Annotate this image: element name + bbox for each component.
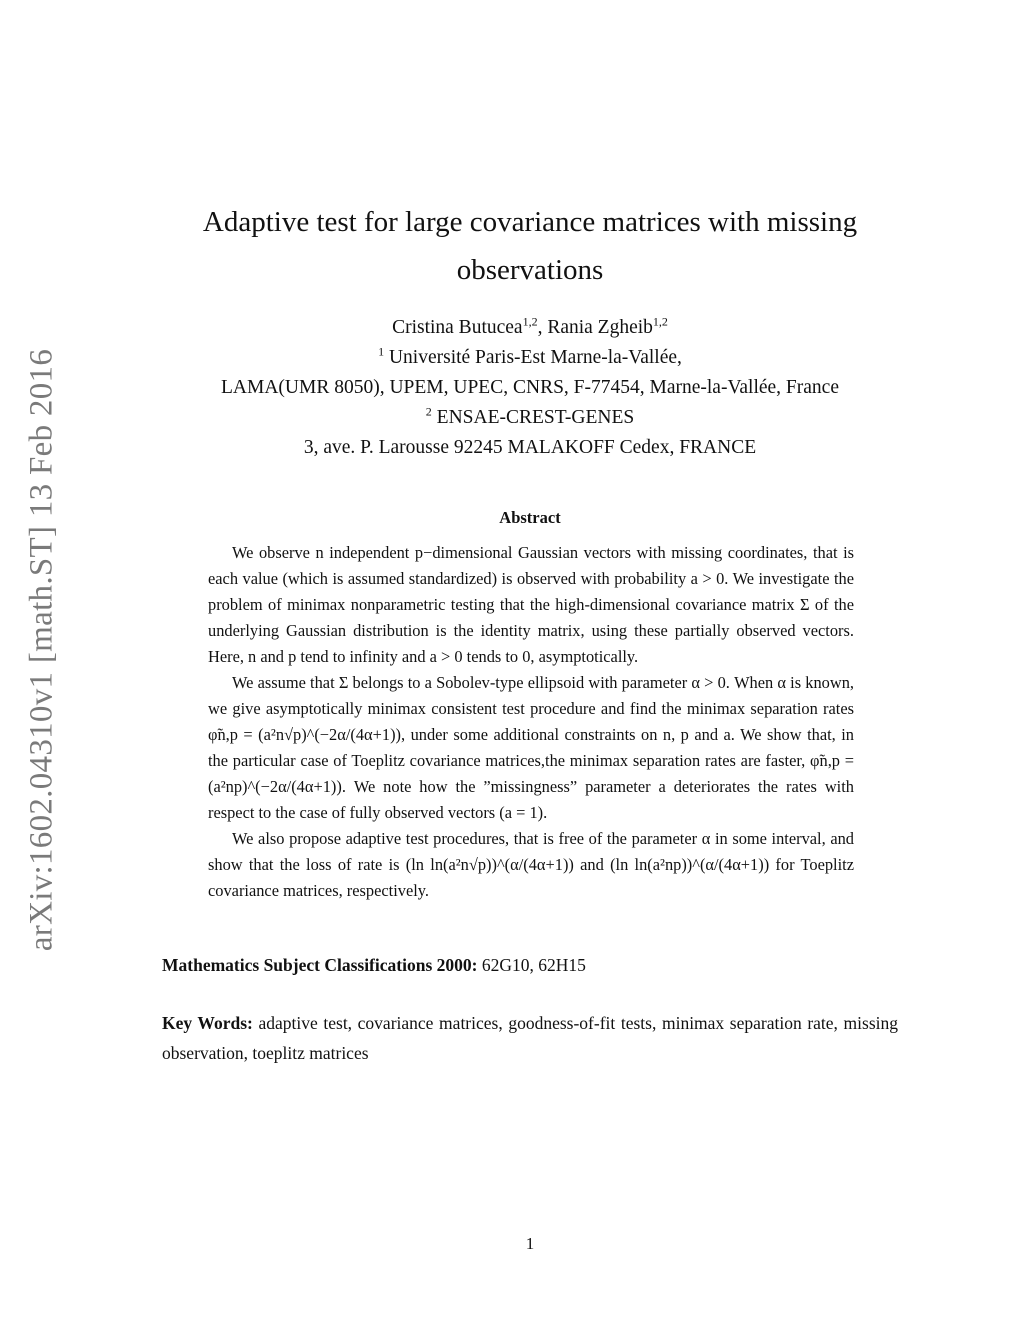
author-block bbox=[160, 313, 900, 463]
author-line bbox=[160, 313, 900, 343]
abstract-paragraph: We observe n independent p−dimensional Gaussian vectors with missing coordinates, that is each value (which is assumed standardized) is observed with probability a > 0. We investigate the problem of minimax nonparametric testing that the high-dimensional covariance matrix Σ of the underlying Gaussian distribution is the identity matrix, using these partially observed vectors. Here, n and p tend to infinity and a > 0 tends to 0, asymptotically. bbox=[208, 543, 854, 666]
author-affiliation-mark: 1,2 bbox=[522, 314, 538, 329]
paper-title: Adaptive test for large covariance matrices with missing observations bbox=[202, 206, 858, 286]
author-name: Rania Zgheib bbox=[547, 317, 653, 338]
page-number: 1 bbox=[525, 1234, 535, 1253]
affiliation-line: LAMA(UMR 8050), UPEM, UPEC, CNRS, F-77454, Marne-la-Vallée, France bbox=[221, 377, 839, 398]
author-affiliation-mark: 1,2 bbox=[652, 314, 668, 329]
keywords-value: adaptive test, covariance matrices, goodness-of-fit tests, minimax separation rate, missing observation, toeplitz matrices bbox=[162, 1013, 898, 1063]
affiliation-text: Université Paris-Est Marne-la-Vallée, bbox=[388, 347, 682, 368]
author-name: Cristina Butucea bbox=[392, 317, 523, 338]
msc-label: Mathematics Subject Classifications 2000: bbox=[162, 955, 478, 975]
keywords-label: Key Words: bbox=[162, 1013, 253, 1033]
abstract-heading: Abstract bbox=[499, 508, 561, 527]
affiliation-text: ENSAE-CREST-GENES bbox=[436, 407, 635, 428]
keywords bbox=[162, 1008, 898, 1068]
arxiv-identifier: arXiv:1602.04310v1 [math.ST] 13 Feb 2016 bbox=[23, 348, 60, 952]
arxiv-side-stamp bbox=[12, 0, 72, 1325]
abstract-paragraph: We also propose adaptive test procedures, that is free of the parameter α in some interval, and show that the loss of rate is (ln ln(a²n√p))^(α/(4α+1)) and (ln ln(a²np))^(α/(4α+1)) for Toeplitz covariance matrices, respectively. bbox=[208, 829, 854, 900]
affiliation-mark: 2 bbox=[425, 404, 432, 419]
affiliation-line: 3, ave. P. Larousse 92245 MALAKOFF Cedex, FRANCE bbox=[303, 437, 757, 458]
affiliation-mark: 1 bbox=[378, 344, 385, 359]
abstract-paragraph: We assume that Σ belongs to a Sobolev-type ellipsoid with parameter α > 0. When α is known, we give asymptotically minimax consistent test procedure and find the minimax separation rates φ̃n,p = (a²n√p)^(−2α/(4α+1)), under some additional constraints on n, p and a. We show that, in the particular case of Toeplitz covariance matrices,the minimax separation rates are faster, φ̃n,p = (a²np)^(−2α/(4α+1)). We note how the ”missingness” parameter a deteriorates the rates with respect to the case of fully observed vectors (a = 1). bbox=[208, 673, 854, 822]
affiliation-line bbox=[160, 343, 900, 373]
msc-value: 62G10, 62H15 bbox=[481, 955, 586, 975]
abstract-body bbox=[208, 540, 854, 904]
affiliation-line bbox=[160, 403, 900, 433]
author-separator: , bbox=[537, 317, 548, 338]
msc-classification bbox=[162, 950, 902, 980]
